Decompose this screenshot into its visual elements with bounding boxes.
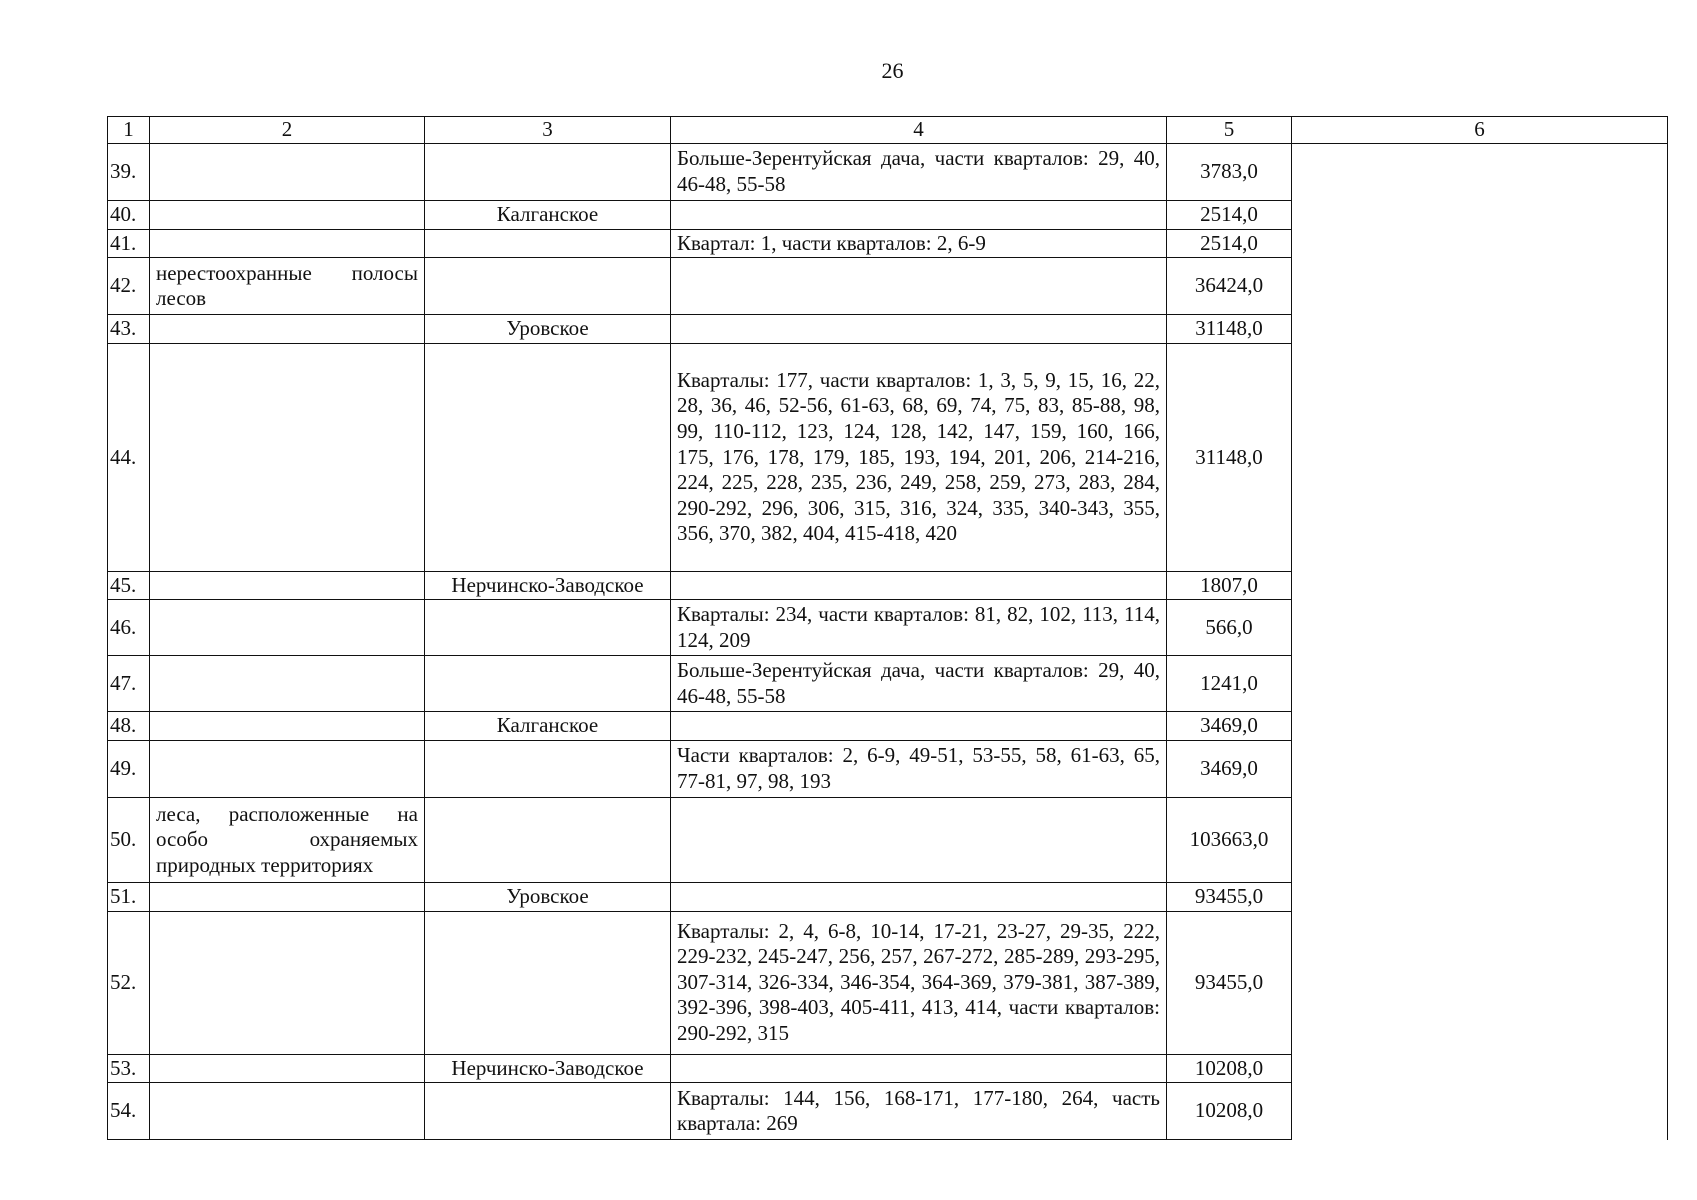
forestry-cell	[425, 911, 671, 1054]
category-cell	[150, 911, 425, 1054]
area-cell: 31148,0	[1167, 315, 1292, 344]
category-cell	[150, 656, 425, 712]
column-number-row	[108, 117, 1668, 144]
page-number: 26	[881, 58, 904, 83]
row-number-cell: 49.	[108, 741, 150, 798]
area-cell: 566,0	[1167, 600, 1292, 656]
quarters-cell	[671, 798, 1167, 883]
category-cell	[150, 1083, 425, 1140]
row-number-cell: 39.	[108, 144, 150, 201]
forestry-cell	[425, 600, 671, 656]
quarters-cell: Кварталы: 177, части кварталов: 1, 3, 5, 9, 15, 16, 22, 28, 36, 46, 52-56, 61-63, 68, 69, 74, 75, 83, 85-88, 98, 99, 110-112, 123, 124, 128, 142, 147, 159, 160, 166, 175, 176, 178, 179, 185, 193, 194, 201, 206, 214-216, 224, 225, 228, 235, 236, 249, 258, 259, 273, 283, 284, 290-292, 296, 306, 315, 316, 324, 335, 340-343, 355, 356, 370, 382, 404, 415-418, 420	[671, 343, 1167, 571]
row-number-cell: 46.	[108, 600, 150, 656]
quarters-cell: Кварталы: 234, части кварталов: 81, 82, 102, 113, 114, 124, 209	[671, 600, 1167, 656]
row-number-cell: 43.	[108, 315, 150, 344]
area-cell: 93455,0	[1167, 911, 1292, 1054]
area-cell: 36424,0	[1167, 258, 1292, 315]
row-number-cell: 48.	[108, 712, 150, 741]
category-cell	[150, 600, 425, 656]
forestry-cell	[425, 229, 671, 258]
quarters-cell	[671, 315, 1167, 344]
column-header: 6	[1292, 117, 1668, 144]
quarters-cell	[671, 201, 1167, 230]
area-cell: 1241,0	[1167, 656, 1292, 712]
category-cell	[150, 229, 425, 258]
column-header: 1	[108, 117, 150, 144]
area-cell: 1807,0	[1167, 571, 1292, 600]
forestry-cell: Уровское	[425, 883, 671, 912]
row-number-cell: 41.	[108, 229, 150, 258]
forestry-cell: Нерчинско-Заводское	[425, 571, 671, 600]
quarters-cell	[671, 571, 1167, 600]
row-number-cell: 42.	[108, 258, 150, 315]
area-cell: 10208,0	[1167, 1054, 1292, 1083]
quarters-cell	[671, 883, 1167, 912]
quarters-cell: Кварталы: 2, 4, 6-8, 10-14, 17-21, 23-27, 29-35, 222, 229-232, 245-247, 256, 257, 267-272, 285-289, 293-295, 307-314, 326-334, 346-354, 364-369, 379-381, 387-389, 392-396, 398-403, 405-411, 413, 414, части кварталов: 290-292, 315	[671, 911, 1167, 1054]
category-cell	[150, 343, 425, 571]
quarters-cell: Части кварталов: 2, 6-9, 49-51, 53-55, 58, 61-63, 65, 77-81, 97, 98, 193	[671, 741, 1167, 798]
area-cell: 3469,0	[1167, 741, 1292, 798]
row-number-cell: 45.	[108, 571, 150, 600]
column-header: 5	[1167, 117, 1292, 144]
table-body	[108, 144, 1668, 1140]
column-header: 3	[425, 117, 671, 144]
area-cell: 103663,0	[1167, 798, 1292, 883]
forestry-cell	[425, 798, 671, 883]
category-cell	[150, 883, 425, 912]
row-number-cell: 40.	[108, 201, 150, 230]
quarters-cell: Квартал: 1, части кварталов: 2, 6-9	[671, 229, 1167, 258]
column-header: 2	[150, 117, 425, 144]
row-number-cell: 44.	[108, 343, 150, 571]
category-cell: нерестоохранные полосы лесов	[150, 258, 425, 315]
quarters-cell: Больше-Зерентуйская дача, части кварталов: 29, 40, 46-48, 55-58	[671, 144, 1167, 201]
category-cell	[150, 315, 425, 344]
area-cell: 31148,0	[1167, 343, 1292, 571]
forestry-cell	[425, 343, 671, 571]
forestry-cell	[425, 741, 671, 798]
column-header: 4	[671, 117, 1167, 144]
row-number-cell: 50.	[108, 798, 150, 883]
forestry-cell: Калганское	[425, 201, 671, 230]
area-cell: 2514,0	[1167, 201, 1292, 230]
forestry-cell: Уровское	[425, 315, 671, 344]
forest-table	[107, 116, 1668, 1140]
table-row	[108, 144, 1668, 201]
category-cell: леса, расположенные на особо охраняемых природных территориях	[150, 798, 425, 883]
category-cell	[150, 712, 425, 741]
quarters-cell	[671, 1054, 1167, 1083]
forestry-cell: Нерчинско-Заводское	[425, 1054, 671, 1083]
row-number-cell: 54.	[108, 1083, 150, 1140]
forestry-cell	[425, 656, 671, 712]
quarters-cell	[671, 712, 1167, 741]
area-cell: 2514,0	[1167, 229, 1292, 258]
forestry-cell: Калганское	[425, 712, 671, 741]
area-cell: 3469,0	[1167, 712, 1292, 741]
quarters-cell: Кварталы: 144, 156, 168-171, 177-180, 264, часть квартала: 269	[671, 1083, 1167, 1140]
area-cell: 3783,0	[1167, 144, 1292, 201]
category-cell	[150, 1054, 425, 1083]
area-cell: 10208,0	[1167, 1083, 1292, 1140]
forestry-cell	[425, 1083, 671, 1140]
category-cell	[150, 201, 425, 230]
forestry-cell	[425, 144, 671, 201]
area-cell: 93455,0	[1167, 883, 1292, 912]
category-cell	[150, 571, 425, 600]
forestry-cell	[425, 258, 671, 315]
row-number-cell: 47.	[108, 656, 150, 712]
quarters-cell: Больше-Зерентуйская дача, части кварталов: 29, 40, 46-48, 55-58	[671, 656, 1167, 712]
row-number-cell: 52.	[108, 911, 150, 1054]
category-cell	[150, 741, 425, 798]
row-number-cell: 51.	[108, 883, 150, 912]
notes-cell	[1292, 144, 1668, 1140]
category-cell	[150, 144, 425, 201]
quarters-cell	[671, 258, 1167, 315]
row-number-cell: 53.	[108, 1054, 150, 1083]
